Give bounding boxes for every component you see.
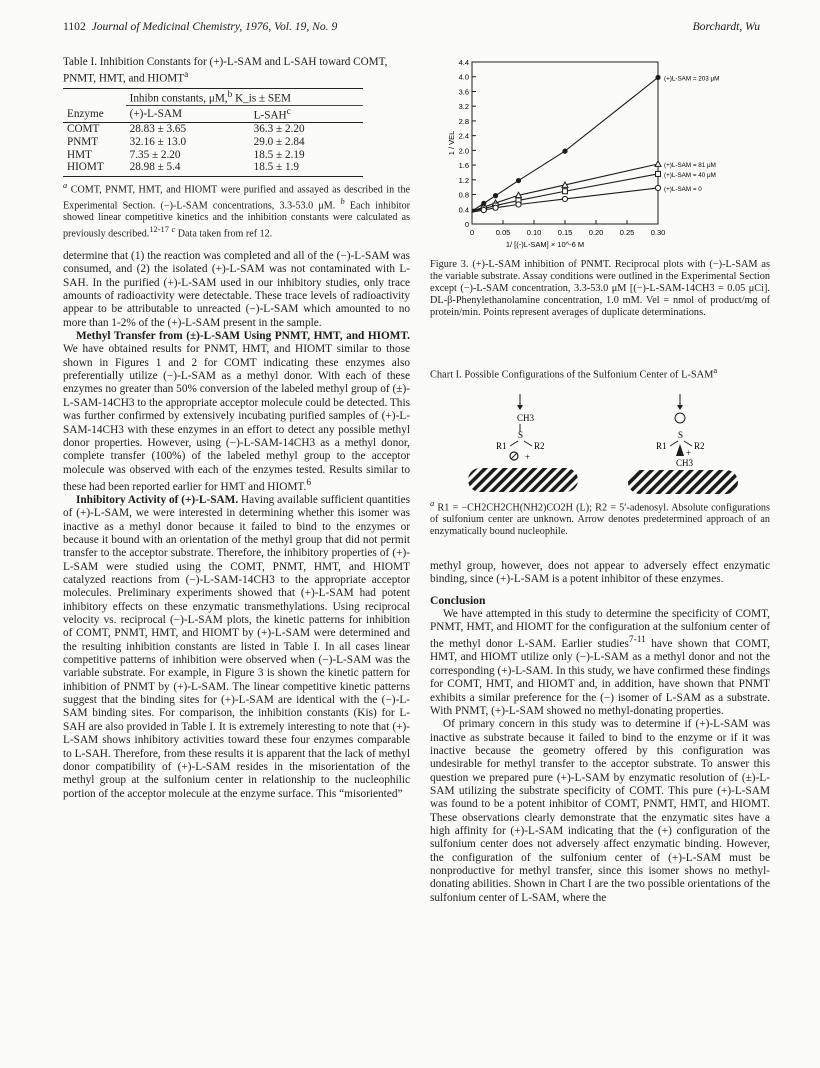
x-tick-label: 0.10 <box>526 228 542 237</box>
table1-cell-enzyme: HMT <box>67 148 92 161</box>
sulfonium-label: S <box>678 430 684 440</box>
series-label: (+)L-SAM = 81 μM <box>664 161 716 169</box>
y-tick-label: 3.2 <box>458 102 469 112</box>
ch3-label: CH3 <box>676 458 694 468</box>
table1-cell-lsah: 18.5 ± 2.19 <box>253 148 305 161</box>
table1-caption-mark: a <box>184 70 189 80</box>
y-tick-label: 3.6 <box>458 87 469 97</box>
x-tick-label: 0.15 <box>557 228 573 237</box>
arrow-head-icon <box>677 405 683 410</box>
table1-footnote-b: Each inhibitor showed linear competitive kinetics and the inhibition constants were calculated as previously described. <box>63 200 411 240</box>
series-label: (+)L-SAM = 0 <box>664 185 702 193</box>
x-axis-label: 1/ [(-)L-SAM] × 10^-6 M <box>505 240 585 249</box>
paragraph: determine that (1) the reaction was completed and all of the (−)-L-SAM was consumed, and (2) the isolated (+)-L-SAM was not contaminated with L-SAH. In the purified (+)-L-SAM used in our inhibitory studies, only trace amounts of radioactivity were detectable. These trace levels of radioactivity appear to be attributable to unreacted (−)-L-SAM which amounted to no more than 1-2% of the (+)-L-SAM present in the sample. <box>63 250 410 329</box>
table1-cell-enzyme: PNMT <box>67 135 99 148</box>
table1-footnotes: $^a$ COMT, PNMT, HMT, and HIOMT were purified and assayed as described in the Experimental Section. (−)-L-SAM concentrations, 3.3-53.0 μM. $^b$ Each inhibitor showed linear competitive kinetics and the inhibition constants were calculated as previously described.$^{12-17}$ $^c$ Data taken from ref 12. <box>63 180 411 240</box>
r2-label: R2 <box>534 441 545 451</box>
charge-label: + <box>686 448 692 458</box>
data-point <box>563 189 568 194</box>
charge-label: + <box>525 452 531 462</box>
table1-cell-lsam: 28.98 ± 5.4 <box>126 161 250 176</box>
lone-pair-icon <box>675 413 685 423</box>
table1-cell-lsam: 7.35 ± 2.20 <box>129 148 181 161</box>
y-tick-label: 4.4 <box>458 58 469 67</box>
enzyme-surface-icon <box>468 468 578 492</box>
table1-footnote-a: COMT, PNMT, HMT, and HIOMT were purified and assayed as described in the Experimental Section. (−)-L-SAM concentrations, 3.3-53.0 μM. <box>63 184 410 212</box>
table1-cell-lsah: 18.5 ± 1.9 <box>250 161 363 176</box>
x-tick-label: 0.05 <box>495 228 511 237</box>
table1-footnote-c: Data taken from ref 12. <box>177 228 273 240</box>
journal-citation: Journal of Medicinal Chemistry, 1976, Vol. 19, No. 9 <box>91 20 338 33</box>
r1-label: R1 <box>656 441 667 451</box>
y-axis-label: 1 / VEL <box>447 130 456 156</box>
paragraph: Of primary concern in this study was to determine if (+)-L-SAM was inactive as substrate because it failed to bind to the enzyme or if it was inactive because the geometry offered by this configuration was undesirable for methyl transfer to the acceptor substrate. To answer this question we prepared pure (+)-L-SAM by enzymatic resolution of (±)-L-SAM utilizing the substrate specificity of COMT. This pure (+)-L-SAM was found to be a potent inhibitor of COMT, PNMT, HMT, and HIOMT. These observations clearly demonstrate that the enzymatic sites have a high affinity for (+)-L-SAM indicating that the (+) configuration of the sulfonium center does not adversely affect enzymatic binding. However, the configuration of the sulfonium center of (+)-L-SAM must be nonproductive for methyl transfer, since this isomer shows no methyl-donating abilities. Shown in Chart I are the two possible orientations of the sulfonium center of L-SAM, where the <box>430 718 770 904</box>
x-tick-label: 0.25 <box>619 228 635 237</box>
table-row <box>63 123 363 136</box>
data-point <box>655 75 660 80</box>
data-point <box>481 207 486 212</box>
right-column-body <box>430 560 770 905</box>
section-heading: Inhibitory Activity of (+)-L-SAM. <box>76 493 239 506</box>
table1-col-enzyme: Enzyme <box>63 106 126 123</box>
table1-col-lsam: (+)-L-SAM <box>126 106 250 123</box>
figure3-plot <box>430 56 770 256</box>
table1-cell-enzyme: COMT <box>67 123 100 136</box>
data-point <box>516 202 521 207</box>
arrow-head-icon <box>517 405 523 410</box>
data-point <box>562 149 567 154</box>
table1-col-lsah: L-SAH$^c$ <box>250 106 363 123</box>
x-tick-label: 0 <box>469 228 475 237</box>
data-point <box>655 185 660 190</box>
table1-cell-lsah: 36.3 ± 2.20 <box>253 123 305 136</box>
table1-header-row <box>63 106 363 123</box>
y-tick-label: 0 <box>464 220 469 229</box>
sulfonium-label: S <box>518 430 524 440</box>
data-point <box>656 171 661 176</box>
paragraph: Methyl Transfer from (±)-L-SAM Using PNMT, HMT, and HIOMT. We have obtained results for PNMT, HMT, and HIOMT similar to those shown in Figures 1 and 2 for COMT indicating these enzymes also preferentially utilize (−)-L-SAM as a methyl donor. With each of these enzymes no greater than 50% conversion of the labeled methyl group of (±)-L-SAM-14CH3 to the appropriate acceptor molecule could be detected. This was further confirmed by extensively incubating purified samples of (+)-L-SAM-14CH3 with these enzymes in an effort to detect any possible methyl donor properties. However, using (−)-L-SAM-14CH3 as a methyl donor, complete transfer (100%) of the labeled methyl group to the acceptor molecule was observed with each of the enzymes tested. Results similar to these had been reported earlier for HMT and HIOMT.$^6$ <box>63 330 410 493</box>
figure3-caption: Figure 3. (+)-L-SAM inhibition of PNMT. Reciprocal plots with (−)-L-SAM as the variable substrate. Assay conditions were outlined in the Experimental Section except (−)-L-SAM concentration, 3.3-53.0 μM [(−)-L-SAM-14CH3 = 0.05 μCi]. DL-β-Phenylethanolamine concentration, 1.0 mM. Vel = nmol of product/mg of protein/min. Points represent averages of duplicate determinations. <box>430 259 770 318</box>
table1-cell-lsam: 32.16 ± 13.0 <box>129 135 187 148</box>
table1-cell-lsam: 28.83 ± 3.65 <box>129 123 187 136</box>
y-tick-label: 0.8 <box>458 190 469 200</box>
section-heading-conclusion: Conclusion <box>430 593 486 607</box>
figure3-svg <box>430 56 770 256</box>
y-tick-label: 1.6 <box>458 161 469 171</box>
table-row <box>63 161 363 176</box>
y-tick-label: 2.4 <box>458 131 469 141</box>
y-tick-label: 0.4 <box>458 205 469 215</box>
wedge-bond-icon <box>676 444 684 456</box>
running-header <box>63 20 760 38</box>
chart1-title: Chart I. Possible Configurations of the Sulfonium Center of L-SAM$^a$ <box>430 365 718 381</box>
data-point <box>493 205 498 210</box>
series-label: (+)L-SAM = 203 μM <box>664 75 720 83</box>
configuration-a <box>468 394 578 492</box>
series-label: (+)L-SAM = 40 μM <box>664 171 716 179</box>
x-tick-label: 0.20 <box>588 228 604 237</box>
authors: Borchardt, Wu <box>692 20 760 33</box>
y-tick-label: 2.0 <box>458 146 469 156</box>
y-tick-label: 4.0 <box>458 72 469 82</box>
page-number: 1102 <box>63 20 86 33</box>
enzyme-surface-icon <box>628 470 738 494</box>
paragraph: Inhibitory Activity of (+)-L-SAM. Having available sufficient quantities of (+)-L-SAM, we were interested in determining whether this isomer was inactive as a methyl donor because it failed to bind to the enzymes or because it bound with an orientation of the methyl group that did not permit transfer to the acceptor substrate. Therefore, the inhibitory properties of (+)-L-SAM were studied using the COMT, PNMT, HMT, and HIOMT catalyzed reactions from (−)-L-SAM-14CH3 to the appropriate acceptor molecules. Preliminary experiments showed that (+)-L-SAM had potent inhibitory effects on these enzymatic transmethylations. Using reciprocal velocity vs. reciprocal (−)-L-SAM plots, the kinetic patterns for inhibition of COMT, PNMT, HMT, and HIOMT by (+)-L-SAM were determined and the resulting inhibition constants are listed in Table I. In all cases linear competitive patterns of inhibition were observed when (−)-L-SAM was the variable substrate. For example, in Figure 3 is shown the kinetic pattern for inhibition of PNMT by (+)-L-SAM. The linear competitive kinetic patterns suggest that the binding sites for (+)-L-SAM are identical with the (−)-L-SAM binding sites. For comparison, the inhibition constants (Kis) for L-SAH are also provided in Table I. It is extremely interesting to note that (+)-L-SAM shows inhibitory activities toward these four enzymes comparable to L-SAH. Therefore, from these results it is apparent that the lack of methyl donor compatibility of (+)-L-SAM resides in the misorientation of the methyl group at the sulfonium center in relationship to the nucleophilic portion of the acceptor molecule at the enzyme surface. This “misoriented” <box>63 493 410 800</box>
configuration-b <box>628 394 738 494</box>
ch3-label: CH3 <box>517 413 535 423</box>
r2-label: R2 <box>694 441 705 451</box>
data-point <box>562 196 567 201</box>
paragraph: methyl group, however, does not appear to adversely effect enzymatic binding, since (+)-L-SAM is a potent inhibitor of these enzymes. <box>430 560 770 586</box>
table1-cell-enzyme: HIOMT <box>63 161 126 176</box>
chart1-structures <box>468 394 738 498</box>
table1 <box>63 88 363 177</box>
table1-cell-lsah: 29.0 ± 2.84 <box>253 135 305 148</box>
data-point <box>655 161 661 166</box>
data-point <box>493 193 498 198</box>
chart1-svg <box>468 394 738 498</box>
table-row <box>63 149 363 162</box>
y-tick-label: 2.8 <box>458 116 469 126</box>
table-row <box>63 136 363 149</box>
x-tick-label: 0.30 <box>650 228 666 237</box>
table1-group-header: Inhibn constants, μM,$^b$ K_is ± SEM <box>126 88 363 105</box>
y-tick-label: 1.2 <box>458 175 469 185</box>
chart1-footnote: $^a$ R1 = −CH2CH2CH(NH2)CO2H (L); R2 = 5′-adenosyl. Absolute configurations of sulfonium center are unknown. Arrow denotes predetermined approach of an enzymatically bound nucleophile. <box>430 498 770 537</box>
left-column <box>63 44 410 801</box>
r1-label: R1 <box>496 441 507 451</box>
paragraph: We have attempted in this study to determine the specificity of COMT, PNMT, HMT, and HIOMT for the configuration at the sulfonium center of the methyl donor L-SAM. Earlier studies$^{7-11}$ have shown that COMT, HMT, and HIOMT utilize only (−)-L-SAM as a methyl donor and not the corresponding (+)-L-SAM. In this study, we have confirmed these findings for COMT, HMT, and HIOMT and, in addition, have shown that PNMT exhibits a similar preference for the (−) isomer of L-SAM as a substrate. With PNMT, (+)-L-SAM showed no methyl-donating properties. <box>430 607 770 717</box>
table1-caption: Table I. Inhibition Constants for (+)-L-SAM and L-SAH toward COMT, PNMT, HMT, and HIOMT$^a$ <box>63 56 388 85</box>
data-point <box>516 178 521 183</box>
table1-group-header-row <box>63 88 363 105</box>
section-heading: Methyl Transfer from (±)-L-SAM Using PNMT, HMT, and HIOMT. <box>76 330 410 343</box>
